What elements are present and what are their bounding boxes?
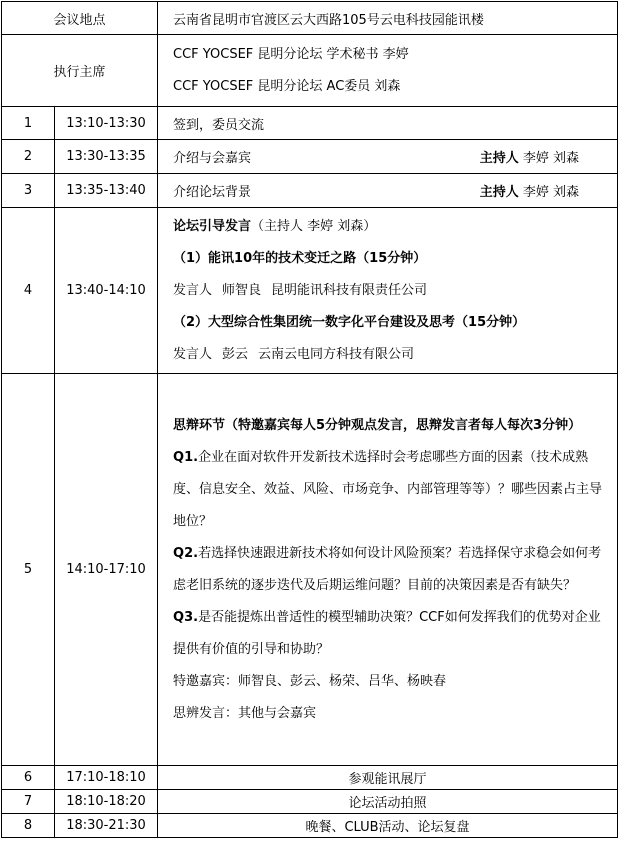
row-time: 13:40-14:10 [55, 208, 158, 374]
exec-chair-row [2, 35, 618, 107]
table-row [2, 107, 618, 140]
host-names: 李婷 刘森 [522, 185, 580, 200]
row-number: 7 [2, 790, 55, 814]
row-number: 6 [2, 766, 55, 790]
host-info [480, 147, 579, 166]
speaker-label: 发言人 [173, 346, 213, 362]
row-number: 8 [2, 814, 55, 838]
row-content: 晚餐、CLUB活动、论坛复盘 [158, 814, 618, 838]
exec-chair-1: CCF YOCSEF 昆明分论坛 学术秘书 李婷 [173, 46, 409, 62]
speaker-name: 师智良 [222, 282, 262, 298]
row-content-cell [158, 140, 618, 174]
question-text: 若选择快速跟进新技术将如何设计风险预案？若选择保守求稳会如何考虑老旧系统的逐步迭代及后期运维问题？目前的决策因素是否有缺失？ [173, 545, 602, 593]
row-content: 介绍论坛背景 [173, 185, 252, 200]
row-time: 13:35-13:40 [55, 174, 158, 208]
row-time: 14:10-17:10 [55, 374, 158, 766]
row-time: 13:30-13:35 [55, 140, 158, 174]
table-row [2, 208, 618, 374]
question-label: Q3. [173, 609, 199, 625]
speaker-org: 云南云电同方科技有限公司 [258, 346, 415, 362]
row-time: 18:30-21:30 [55, 814, 158, 838]
venue-row [2, 2, 618, 35]
row-content: 签到，委员交流 [158, 107, 618, 140]
row-content: 论坛活动拍照 [158, 790, 618, 814]
host-names: 李婷 刘森 [522, 151, 580, 166]
row-number: 3 [2, 174, 55, 208]
question-2 [173, 538, 607, 602]
question-1 [173, 442, 607, 538]
table-row [2, 174, 618, 208]
keynote-title: 论坛引导发言 [173, 218, 252, 234]
question-label: Q2. [173, 545, 199, 561]
speaker-1 [173, 275, 607, 307]
keynote-title-line [173, 211, 607, 243]
debate-speakers: 思辨发言：其他与会嘉宾 [173, 705, 317, 721]
speaker-label: 发言人 [173, 282, 213, 298]
speaker-2 [173, 339, 607, 371]
debate-cell [158, 374, 618, 766]
keynote-note: （主持人 李婷 刘森） [251, 218, 377, 234]
talk-2-title: （2）大型综合性集团统一数字化平台建设及思考（15分钟） [173, 314, 526, 330]
row-number: 1 [2, 107, 55, 140]
table-row [2, 766, 618, 790]
question-text: 是否能提炼出普适性的模型辅助决策？CCF如何发挥我们的优势对企业提供有价值的引导和协助？ [173, 609, 601, 657]
keynote-cell [158, 208, 618, 374]
row-number: 5 [2, 374, 55, 766]
row-time: 13:10-13:30 [55, 107, 158, 140]
host-label: 主持人 [479, 151, 519, 166]
exec-chair-label: 执行主席 [2, 35, 158, 107]
exec-chair-2: CCF YOCSEF 昆明分论坛 AC委员 刘森 [173, 78, 401, 94]
question-label: Q1. [173, 449, 199, 465]
agenda-table [1, 1, 618, 838]
row-time: 18:10-18:20 [55, 790, 158, 814]
row-number: 4 [2, 208, 55, 374]
row-content-cell [158, 174, 618, 208]
row-time: 17:10-18:10 [55, 766, 158, 790]
speaker-name: 彭云 [222, 346, 249, 362]
row-content: 参观能讯展厅 [158, 766, 618, 790]
table-row [2, 790, 618, 814]
row-number: 2 [2, 140, 55, 174]
row-content: 介绍与会嘉宾 [173, 151, 252, 166]
speaker-org: 昆明能讯科技有限责任公司 [271, 282, 428, 298]
question-3 [173, 602, 607, 666]
table-row [2, 140, 618, 174]
venue-value: 云南省昆明市官渡区云大西路105号云电科技园能讯楼 [158, 2, 618, 35]
table-row [2, 814, 618, 838]
host-label: 主持人 [479, 185, 519, 200]
special-guests: 特邀嘉宾：师智良、彭云、杨荣、吕华、杨映春 [173, 673, 447, 689]
venue-label: 会议地点 [2, 2, 158, 35]
exec-chair-cell [158, 35, 618, 107]
debate-title: 思辩环节（特邀嘉宾每人5分钟观点发言，思辩发言者每人每次3分钟） [173, 417, 582, 433]
table-row [2, 374, 618, 766]
question-text: 企业在面对软件开发新技术选择时会考虑哪些方面的因素（技术成熟度、信息安全、效益、风险、市场竞争、内部管理等等）？哪些因素占主导地位？ [173, 449, 603, 529]
host-info [480, 181, 579, 200]
talk-1-title: （1）能讯10年的技术变迁之路（15分钟） [173, 250, 427, 266]
